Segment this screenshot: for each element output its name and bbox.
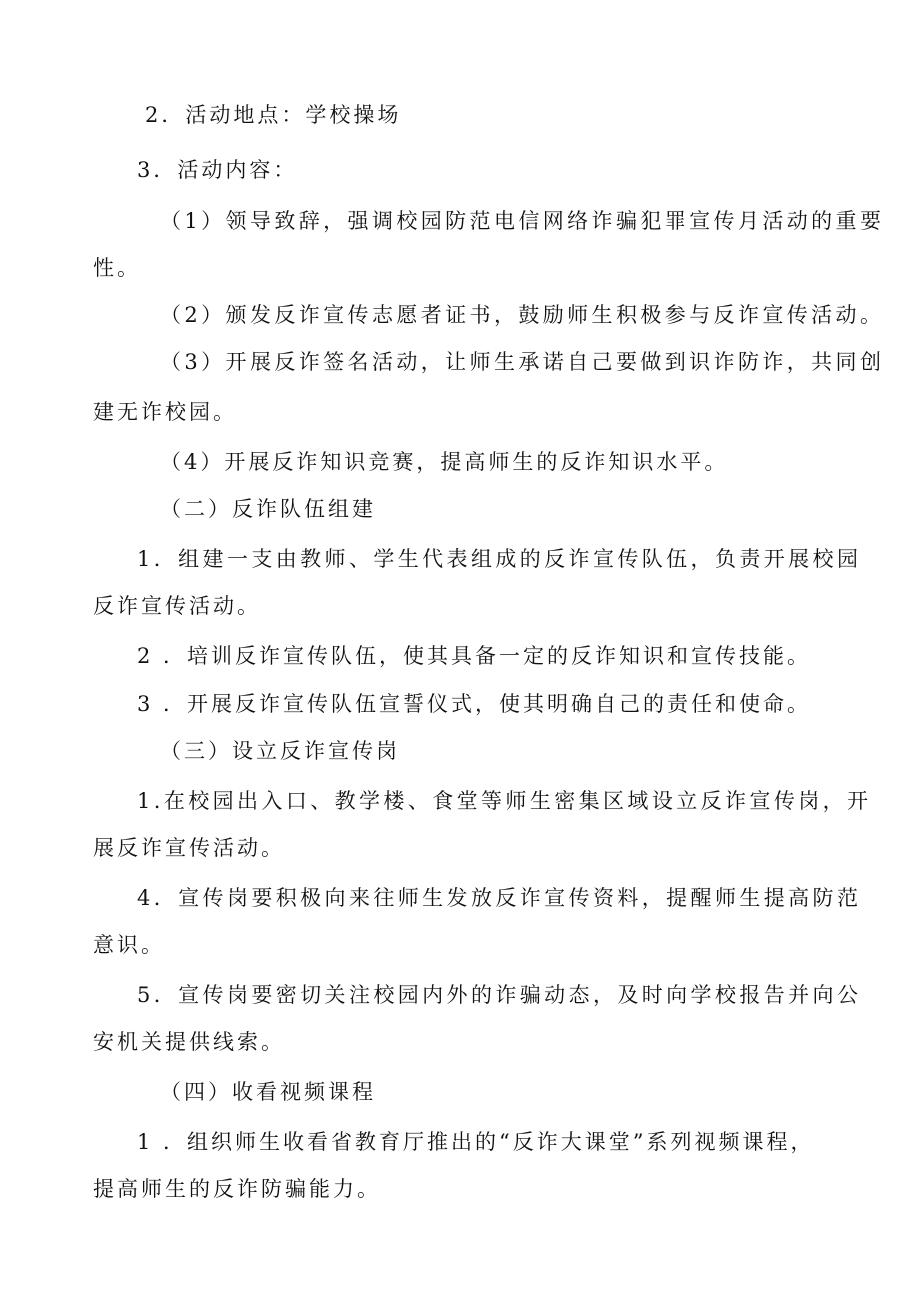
text-line: 提高师生的反诈防骗能力。 — [93, 1177, 381, 1201]
text-line: 5．宣传岗要密切关注校园内外的诈骗动态，及时向学校报告并向公 — [137, 983, 862, 1007]
text-line: 3．活动内容： — [137, 158, 298, 182]
text-line: 安机关提供线索。 — [93, 1030, 285, 1054]
text-line: 展反诈宣传活动。 — [93, 836, 285, 860]
text-line: （3）开展反诈签名活动，让师生承诺自己要做到识诈防诈，共同创 — [160, 350, 885, 374]
text-line: 性。 — [93, 256, 141, 280]
text-line: （1）领导致辞，强调校园防范电信网络诈骗犯罪宣传月活动的重要 — [160, 209, 885, 233]
text-line: 1．组建一支由教师、学生代表组成的反诈宣传队伍，负责开展校园 — [137, 547, 862, 571]
text-line: （2）颁发反诈宣传志愿者证书，鼓励师生积极参与反诈宣传活动。 — [160, 303, 885, 327]
section-heading: （二）反诈队伍组建 — [160, 497, 376, 521]
section-heading: （四）收看视频课程 — [160, 1080, 376, 1104]
text-line: 建无诈校园。 — [93, 400, 237, 424]
text-line: 2．活动地点：学校操场 — [145, 103, 402, 127]
text-line: 3 ．开展反诈宣传队伍宣誓仪式，使其明确自己的责任和使命。 — [137, 692, 812, 716]
text-line: （4）开展反诈知识竞赛，提高师生的反诈知识水平。 — [160, 450, 729, 474]
text-line: 1 ．组织师生收看省教育厅推出的“反诈大课堂”系列视频课程， — [137, 1130, 815, 1154]
section-heading: （三）设立反诈宣传岗 — [160, 739, 400, 763]
text-line: 2 ．培训反诈宣传队伍，使其具备一定的反诈知识和宣传技能。 — [137, 644, 812, 668]
text-line: 1.在校园出入口、教学楼、食堂等师生密集区域设立反诈宣传岗，开 — [137, 789, 872, 813]
text-line: 4．宣传岗要积极向来往师生发放反诈宣传资料，提醒师生提高防范 — [137, 886, 862, 910]
text-line: 意识。 — [93, 933, 165, 957]
text-line: 反诈宣传活动。 — [93, 594, 261, 618]
